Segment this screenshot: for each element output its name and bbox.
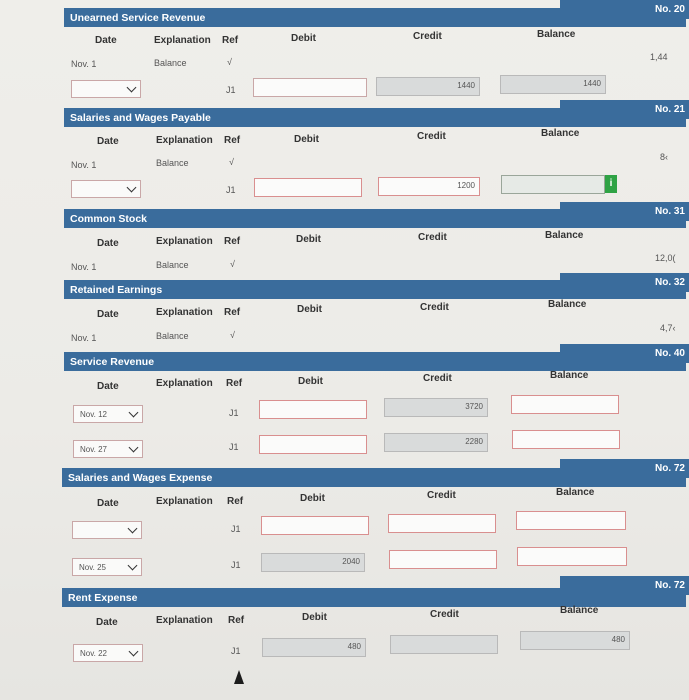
chevron-down-icon (127, 83, 137, 93)
ref-label: J1 (231, 524, 241, 534)
col-debit: Debit (291, 33, 316, 44)
debit-input[interactable] (261, 516, 369, 535)
col-explanation: Explanation (156, 236, 213, 247)
opening-balance: 8‹ (660, 152, 669, 162)
col-explanation: Explanation (156, 378, 213, 389)
col-explanation: Explanation (156, 307, 213, 318)
debit-input[interactable] (259, 400, 367, 419)
col-balance: Balance (560, 605, 599, 616)
col-balance: Balance (545, 230, 584, 241)
col-credit: Credit (413, 31, 442, 42)
col-date: Date (97, 309, 119, 320)
col-balance: Balance (537, 29, 576, 40)
info-icon[interactable]: i (605, 175, 617, 193)
credit-input[interactable]: 1200 (378, 177, 480, 196)
opening-date: Nov. 1 (71, 262, 97, 272)
col-ref: Ref (227, 496, 244, 507)
col-debit: Debit (300, 493, 325, 504)
date-select[interactable]: Nov. 27 (73, 440, 143, 458)
col-balance: Balance (550, 370, 589, 381)
debit-input[interactable] (254, 178, 362, 197)
chevron-down-icon (128, 561, 138, 571)
col-debit: Debit (297, 304, 322, 315)
col-explanation: Explanation (156, 615, 213, 626)
account-title-salaries-expense: Salaries and Wages Expense (62, 468, 686, 487)
col-explanation: Explanation (154, 35, 211, 46)
col-date: Date (97, 381, 119, 392)
col-credit: Credit (430, 609, 459, 620)
date-select[interactable]: Nov. 12 (73, 405, 143, 423)
chevron-down-icon (129, 408, 139, 418)
col-credit: Credit (423, 373, 452, 384)
account-number-retained-earnings: No. 32 (560, 273, 689, 292)
balance-input[interactable] (501, 175, 605, 194)
col-date: Date (95, 35, 117, 46)
col-date: Date (97, 238, 119, 249)
account-title-retained-earnings: Retained Earnings (64, 280, 686, 299)
col-ref: Ref (226, 378, 243, 389)
date-select[interactable]: Nov. 25 (72, 558, 142, 576)
col-debit: Debit (296, 234, 321, 245)
account-number-common-stock: No. 31 (560, 202, 689, 221)
opening-ref-check: √ (229, 157, 234, 167)
col-debit: Debit (302, 612, 327, 623)
ref-label: J1 (229, 408, 239, 418)
chevron-down-icon (127, 183, 137, 193)
credit-input[interactable]: 2280 (384, 433, 488, 452)
balance-input[interactable] (516, 511, 626, 530)
account-title-unearned: Unearned Service Revenue (64, 8, 686, 27)
balance-input[interactable] (517, 547, 627, 566)
chevron-down-icon (129, 443, 139, 453)
col-balance: Balance (556, 487, 595, 498)
debit-input[interactable] (259, 435, 367, 454)
balance-input[interactable]: 1440 (500, 75, 606, 94)
ref-label: J1 (226, 185, 236, 195)
opening-date: Nov. 1 (71, 59, 97, 69)
opening-explanation: Balance (154, 58, 187, 68)
account-title-service-revenue: Service Revenue (64, 352, 686, 371)
col-debit: Debit (298, 376, 323, 387)
ref-label: J1 (226, 85, 236, 95)
account-number-salaries-payable: No. 21 (560, 100, 689, 119)
account-number-unearned: No. 20 (560, 0, 689, 19)
col-explanation: Explanation (156, 135, 213, 146)
opening-balance: 4,7‹ (660, 323, 676, 333)
balance-input[interactable] (511, 395, 619, 414)
col-balance: Balance (548, 299, 587, 310)
col-ref: Ref (228, 615, 245, 626)
credit-input[interactable] (390, 635, 498, 654)
opening-ref-check: √ (230, 259, 235, 269)
account-title-common-stock: Common Stock (64, 209, 686, 228)
debit-input[interactable]: 2040 (261, 553, 365, 572)
balance-input[interactable]: 480 (520, 631, 630, 650)
opening-ref-check: √ (230, 330, 235, 340)
chevron-down-icon (129, 647, 139, 657)
col-credit: Credit (417, 131, 446, 142)
opening-explanation: Balance (156, 158, 189, 168)
date-select[interactable] (72, 521, 142, 539)
ref-label: J1 (231, 560, 241, 570)
account-number-rent-expense: No. 72 (560, 576, 689, 595)
account-title-rent-expense: Rent Expense (62, 588, 686, 607)
date-select[interactable]: Nov. 22 (73, 644, 143, 662)
debit-input[interactable]: 480 (262, 638, 366, 657)
opening-date: Nov. 1 (71, 160, 97, 170)
col-date: Date (97, 498, 119, 509)
col-ref: Ref (224, 307, 241, 318)
ref-label: J1 (229, 442, 239, 452)
col-credit: Credit (418, 232, 447, 243)
opening-balance: 1,44 (650, 52, 668, 62)
chevron-down-icon (128, 524, 138, 534)
col-credit: Credit (427, 490, 456, 501)
col-date: Date (97, 136, 119, 147)
col-credit: Credit (420, 302, 449, 313)
credit-input[interactable]: 3720 (384, 398, 488, 417)
opening-explanation: Balance (156, 331, 189, 341)
col-ref: Ref (222, 35, 239, 46)
credit-input[interactable]: 1440 (376, 77, 480, 96)
opening-balance: 12,0( (655, 253, 676, 263)
mouse-cursor-icon (234, 670, 244, 684)
account-title-salaries-payable: Salaries and Wages Payable (64, 108, 686, 127)
col-explanation: Explanation (156, 496, 213, 507)
account-number-service-revenue: No. 40 (560, 344, 689, 363)
opening-ref-check: √ (227, 57, 232, 67)
col-debit: Debit (294, 134, 319, 145)
balance-input[interactable] (512, 430, 620, 449)
col-balance: Balance (541, 128, 580, 139)
credit-input[interactable] (388, 514, 496, 533)
opening-date: Nov. 1 (71, 333, 97, 343)
opening-explanation: Balance (156, 260, 189, 270)
account-number-salaries-expense: No. 72 (560, 459, 689, 478)
col-date: Date (96, 617, 118, 628)
date-select[interactable] (71, 80, 141, 98)
debit-input[interactable] (253, 78, 367, 97)
col-ref: Ref (224, 135, 241, 146)
ref-label: J1 (231, 646, 241, 656)
date-select[interactable] (71, 180, 141, 198)
credit-input[interactable] (389, 550, 497, 569)
col-ref: Ref (224, 236, 241, 247)
